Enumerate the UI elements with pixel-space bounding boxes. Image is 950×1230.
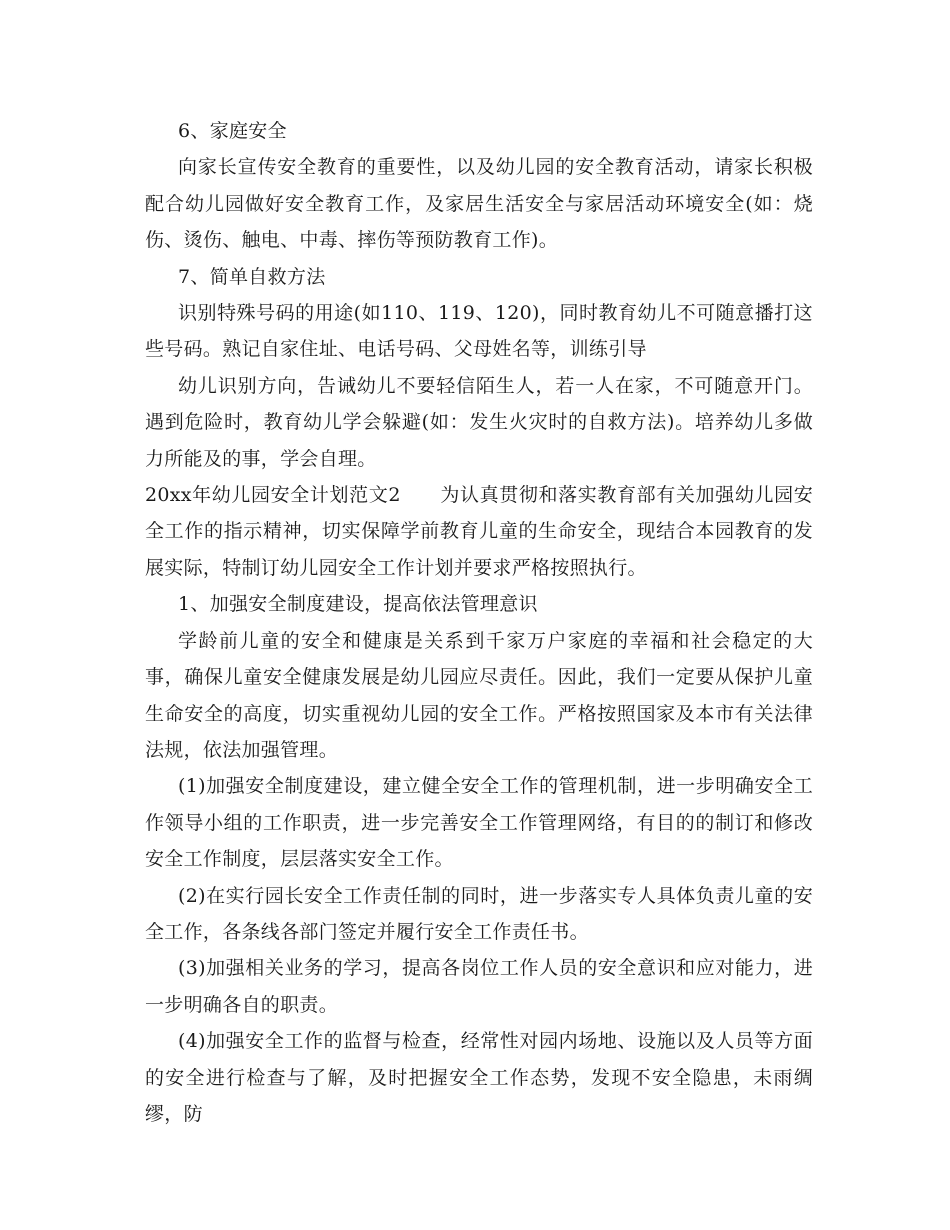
paragraph-special-numbers: 识别特殊号码的用途(如110、119、120)，同时教育幼儿不可随意播打这些号码。熟记自家住址、电话号码、父母姓名等，训练引导 [145, 302, 813, 361]
paragraph-item-1: (1)加强安全制度建设，建立健全安全工作的管理机制，进一步明确安全工作领导小组的工作职责，进一步完善安全工作管理网络，有目的的制订和修改安全工作制度，层层落实安全工作。 [145, 775, 813, 871]
paragraph-family-safety: 向家长宣传安全教育的重要性，以及幼儿园的安全教育活动，请家长积极配合幼儿园做好安全教育工作，及家居生活安全与家居活动环境安全(如：烧伤、烫伤、触电、中毒、摔伤等预防教育工作)。 [145, 156, 813, 252]
heading-family-safety: 6、家庭安全 [178, 120, 287, 142]
paragraph-child-safety: 学龄前儿童的安全和健康是关系到千家万户家庭的幸福和社会稳定的大事，确保儿童安全健康发展是幼儿园应尽责任。因此，我们一定要从保护儿童生命安全的高度，切实重视幼儿园的安全工作。严格按照国家及本市有关法律法规，依法加强管理。 [145, 629, 813, 761]
heading-self-rescue: 7、简单自救方法 [178, 265, 326, 288]
paragraph-item-4: (4)加强安全工作的监督与检查，经常性对园内场地、设施以及人员等方面的安全进行检查与了解，及时把握安全工作态势，发现不安全隐患，未雨绸缪，防 [145, 1030, 813, 1125]
paragraph-item-2: (2)在实行园长安全工作责任制的同时，进一步落实专人具体负责儿童的安全工作，各条线各部门签定并履行安全工作责任书。 [145, 884, 813, 943]
paragraph-direction-recognition: 幼儿识别方向，告诫幼儿不要轻信陌生人，若一人在家，不可随意开门。遇到危险时，教育幼儿学会躲避(如：发生火灾时的自救方法)。培养幼儿多做力所能及的事，学会自理。 [145, 374, 813, 470]
heading-safety-system: 1、加强安全制度建设，提高依法管理意识 [178, 593, 538, 616]
paragraph-item-3: (3)加强相关业务的学习，提高各岗位工作人员的安全意识和应对能力，进一步明确各自的职责。 [145, 957, 813, 1016]
document-page [145, 113, 813, 1132]
paragraph-plan-title-intro: 20xx年幼儿园安全计划范文2 为认真贯彻和落实教育部有关加强幼儿园安全工作的指示精神，切实保障学前教育儿童的生命安全，现结合本园教育的发展实际，特制订幼儿园安全工作计划并要求严格按照执行。 [145, 484, 813, 579]
